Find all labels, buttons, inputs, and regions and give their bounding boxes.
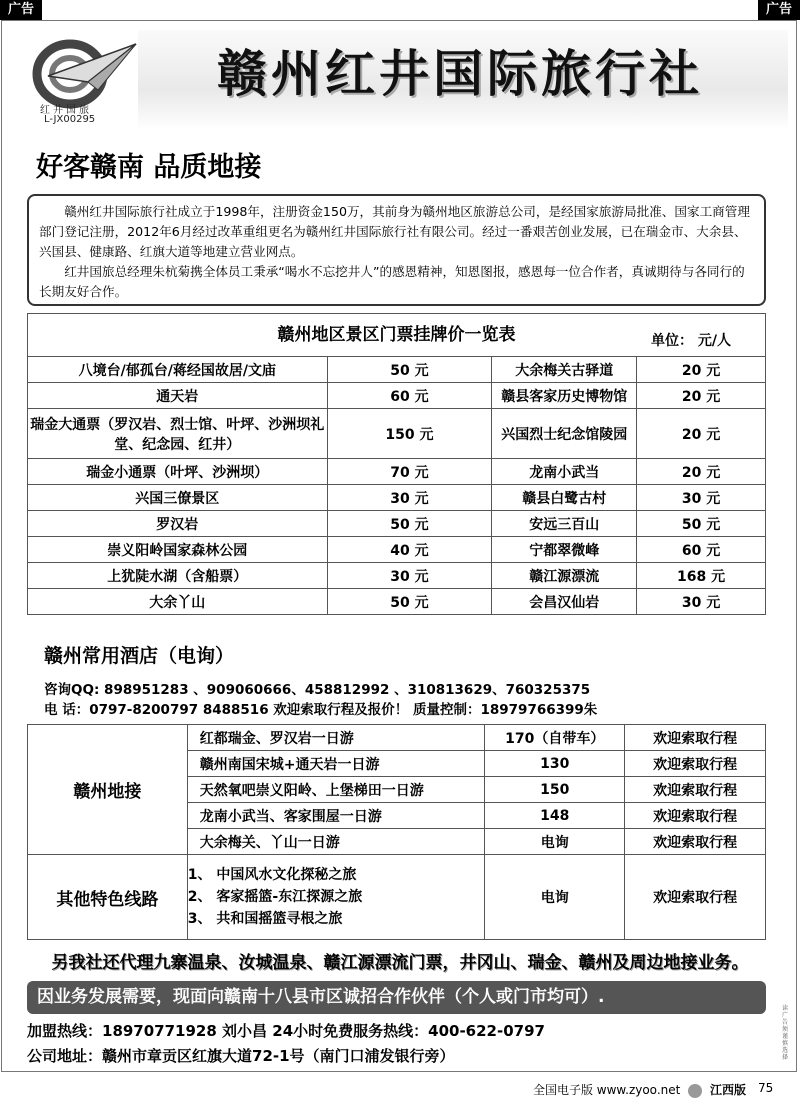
ticket-price: 60 元 — [327, 383, 492, 409]
side-disclaimer: 读广告须谨慎选择 — [782, 1005, 789, 1061]
ticket-attraction: 兴国烈士纪念馆陵园 — [492, 409, 637, 459]
ticket-price: 30 元 — [637, 589, 766, 615]
ticket-row — [28, 511, 766, 537]
ticket-price: 50 元 — [637, 511, 766, 537]
ticket-table-title: 赣州地区景区门票挂牌价一览表 — [277, 325, 516, 345]
hotel-section-title: 赣州常用酒店（电询） — [44, 645, 235, 667]
tour-note: 欢迎索取行程 — [625, 751, 766, 777]
ticket-price: 60 元 — [637, 537, 766, 563]
ticket-attraction: 宁都翠微峰 — [492, 537, 637, 563]
ticket-attraction: 安远三百山 — [492, 511, 637, 537]
ticket-price: 150 元 — [327, 409, 492, 459]
ticket-attraction: 通天岩 — [28, 383, 328, 409]
local-tour-category: 赣州地接 — [28, 725, 188, 855]
tour-note: 欢迎索取行程 — [625, 777, 766, 803]
footer-edition: 江西版 — [709, 1083, 746, 1097]
ticket-price: 70 元 — [327, 459, 492, 485]
ticket-attraction: 赣江源漂流 — [492, 563, 637, 589]
ticket-attraction: 赣县客家历史博物馆 — [492, 383, 637, 409]
tour-price: 130 — [485, 751, 625, 777]
tour-route: 龙南小武当、客家围屋一日游 — [187, 803, 485, 829]
other-routes-list — [187, 855, 485, 940]
ticket-attraction: 上犹陡水湖（含船票） — [28, 563, 328, 589]
ticket-attraction: 瑞金小通票（叶坪、沙洲坝） — [28, 459, 328, 485]
ticket-price: 30 元 — [637, 485, 766, 511]
company-address: 公司地址：赣州市章贡区红旗大道72-1号（南门口浦发银行旁） — [27, 1047, 455, 1065]
ticket-price: 50 元 — [327, 357, 492, 383]
intro-box — [27, 194, 766, 306]
ticket-table-unit: 单位： 元/人 — [651, 333, 731, 349]
ticket-attraction: 八境台/郁孤台/蒋经国故居/文庙 — [28, 357, 328, 383]
ticket-row — [28, 589, 766, 615]
ticket-price-table — [27, 313, 766, 615]
ticket-row — [28, 537, 766, 563]
recruit-banner: 因业务发展需要，现面向赣南十八县市区诚招合作伙伴（个人或门市均可）. — [27, 981, 766, 1014]
ticket-price: 50 元 — [327, 511, 492, 537]
tour-row — [28, 725, 766, 751]
footer-site: 全国电子版 www.zyoo.net — [532, 1083, 681, 1097]
tour-note: 欢迎索取行程 — [625, 725, 766, 751]
ticket-price: 20 元 — [637, 459, 766, 485]
ticket-attraction: 会昌汉仙岩 — [492, 589, 637, 615]
other-route-item: 2、 客家摇篮-东江探源之旅 — [187, 889, 363, 905]
intro-paragraph-1: 赣州红井国际旅行社成立于1998年，注册资金150万，其前身为赣州地区旅游总公司，是经国家旅游局批准、国家工商管理部门登记注册，2012年6月经过改革重组更名为赣州红井国际旅行社有限公司。经过一番艰苦创业发展，已在瑞金市、大余县、兴国县、健康路、红旗大道等地建立营业网点。 — [39, 204, 750, 259]
company-name: 赣州红井国际旅行社 — [217, 44, 703, 103]
ticket-price: 20 元 — [637, 357, 766, 383]
ticket-row — [28, 459, 766, 485]
other-routes-note: 欢迎索取行程 — [625, 855, 766, 940]
ticket-price: 20 元 — [637, 409, 766, 459]
tour-price: 170（自带车） — [485, 725, 625, 751]
ticket-table-header — [28, 314, 766, 357]
tour-table — [27, 724, 766, 940]
ticket-attraction: 兴国三僚景区 — [28, 485, 328, 511]
tour-route: 红都瑞金、罗汉岩一日游 — [187, 725, 485, 751]
tour-note: 欢迎索取行程 — [625, 803, 766, 829]
ticket-row — [28, 357, 766, 383]
ticket-price: 20 元 — [637, 383, 766, 409]
ticket-row — [28, 563, 766, 589]
ticket-row — [28, 409, 766, 459]
intro-paragraph-2: 红井国旅总经理朱杭菊携全体员工秉承“喝水不忘挖井人”的感恩精神，知恩图报，感恩每一位合作者，真诚期待与各同行的长期友好合作。 — [39, 264, 745, 299]
ticket-price: 30 元 — [327, 485, 492, 511]
tour-route: 天然氧吧崇义阳岭、上堡梯田一日游 — [187, 777, 485, 803]
other-route-item: 1、 中国风水文化探秘之旅 — [187, 867, 357, 883]
ticket-price: 50 元 — [327, 589, 492, 615]
ticket-price: 40 元 — [327, 537, 492, 563]
phone-contact-line: 电 话：0797-8200797 8488516 欢迎索取行程及报价！ 质量控制：18979766399朱 — [44, 702, 598, 718]
join-hotline: 加盟热线：18970771928 刘小昌 24小时免费服务热线：400-622-0797 — [27, 1022, 545, 1040]
slogan: 好客赣南 品质地接 — [36, 152, 262, 183]
tour-route: 大余梅关、丫山一日游 — [187, 829, 485, 855]
ticket-attraction: 瑞金大通票（罗汉岩、烈士馆、叶坪、沙洲坝礼堂、纪念园、红井） — [28, 409, 328, 459]
footer — [533, 1081, 746, 1098]
tour-note: 欢迎索取行程 — [625, 829, 766, 855]
tour-price: 148 — [485, 803, 625, 829]
ticket-attraction: 赣县白鹭古村 — [492, 485, 637, 511]
ticket-price: 168 元 — [637, 563, 766, 589]
tour-price: 150 — [485, 777, 625, 803]
ticket-attraction: 大余梅关古驿道 — [492, 357, 637, 383]
ad-label-right: 广告 — [758, 0, 800, 20]
ticket-row — [28, 485, 766, 511]
tour-price: 电询 — [485, 829, 625, 855]
tour-route: 赣州南国宋城+通天岩一日游 — [187, 751, 485, 777]
ticket-attraction: 崇义阳岭国家森林公园 — [28, 537, 328, 563]
qq-contact-line: 咨询QQ: 898951283 、909060666、458812992 、310813629、760325375 — [44, 682, 591, 698]
agency-services-line: 另我社还代理九寨温泉、汝城温泉、赣江源漂流门票，井冈山、瑞金、赣州及周边地接业务。 — [51, 953, 749, 973]
ticket-attraction: 大余丫山 — [28, 589, 328, 615]
ticket-attraction: 龙南小武当 — [492, 459, 637, 485]
logo-name: 红井国旅 — [40, 105, 92, 116]
license-number: L-JX00295 — [44, 114, 96, 125]
ticket-row — [28, 383, 766, 409]
ticket-price: 30 元 — [327, 563, 492, 589]
footer-logo-icon — [688, 1084, 702, 1098]
page-number: 75 — [758, 1081, 774, 1095]
other-route-item: 3、 共和国摇篮寻根之旅 — [187, 911, 343, 927]
other-routes-price: 电询 — [485, 855, 625, 940]
other-routes-category: 其他特色线路 — [28, 855, 188, 940]
ad-label-left: 广告 — [0, 0, 42, 20]
ticket-attraction: 罗汉岩 — [28, 511, 328, 537]
